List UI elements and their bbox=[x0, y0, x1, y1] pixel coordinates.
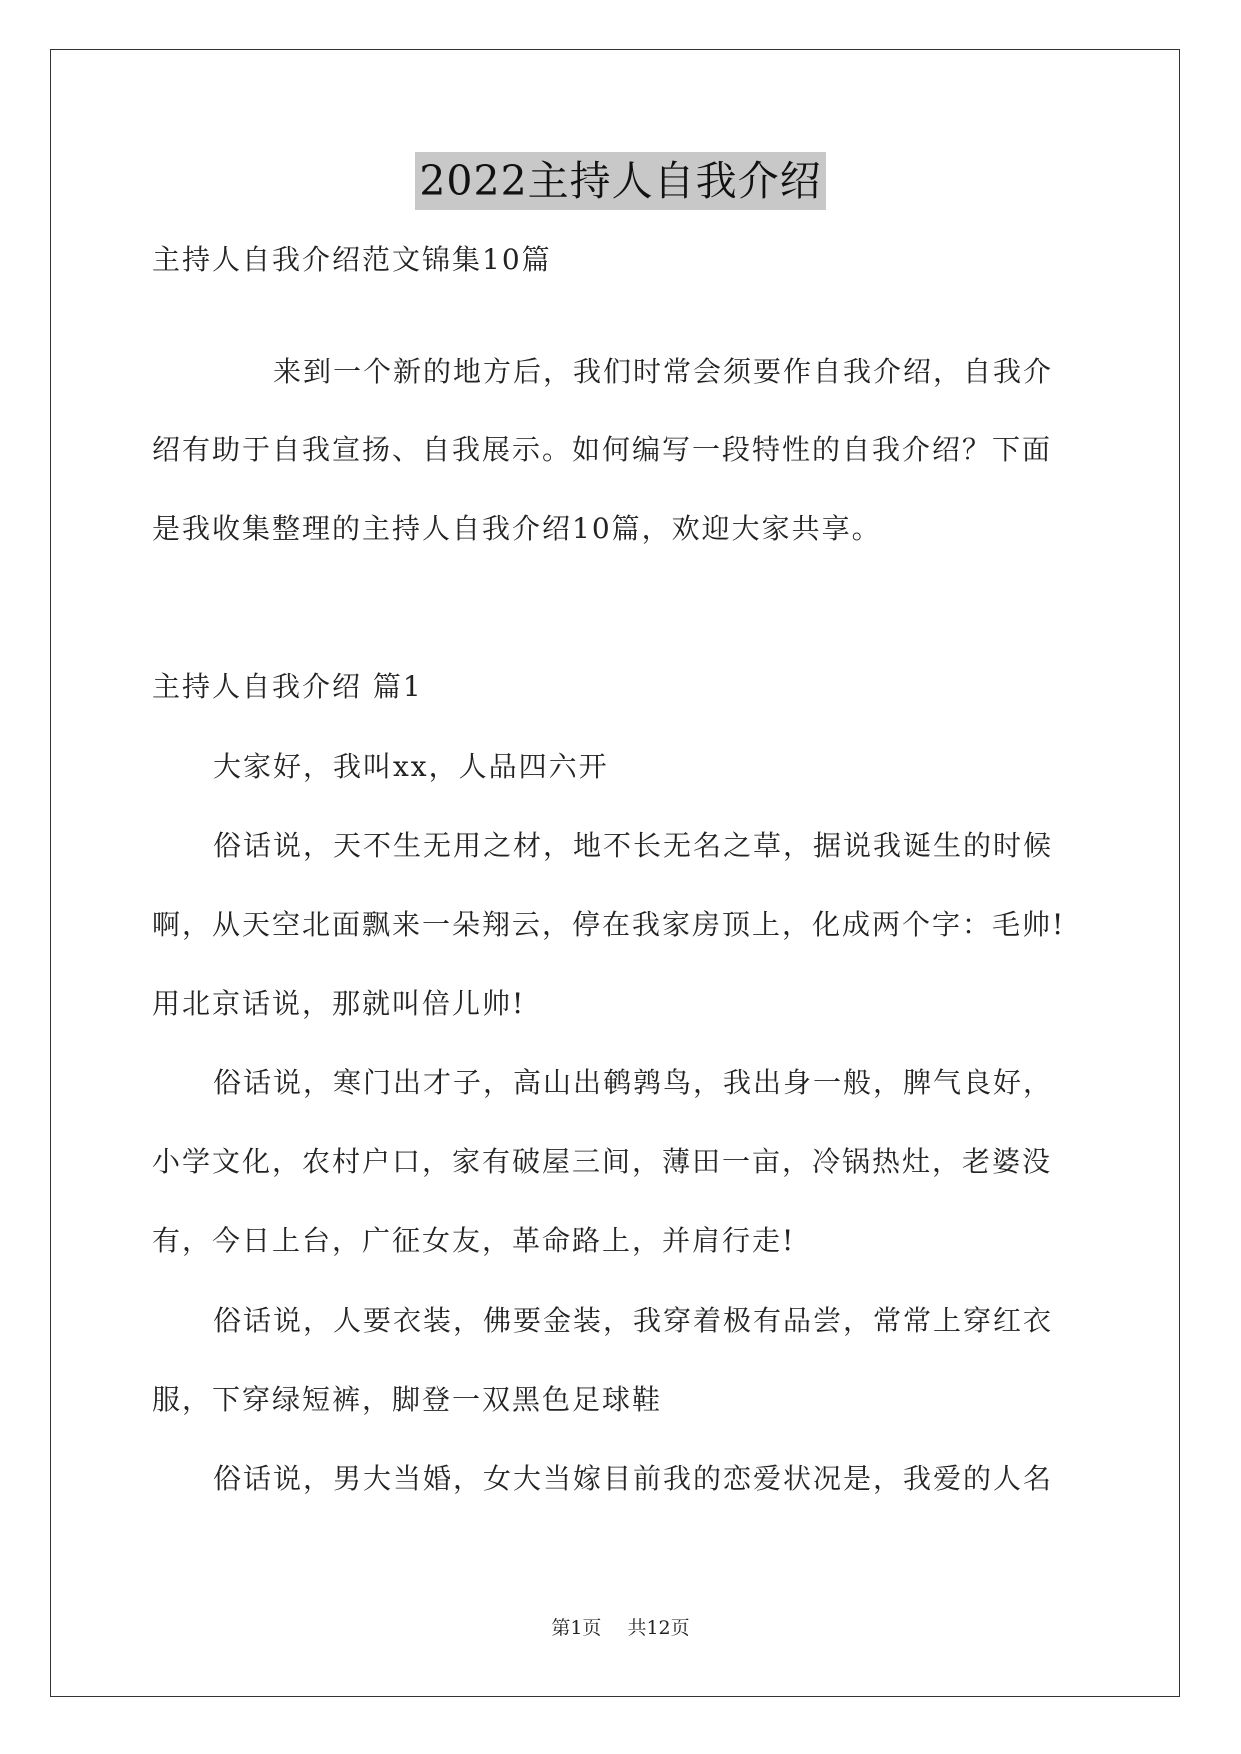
page-number-total: 共12页 bbox=[627, 1617, 690, 1639]
intro-line-2: 绍有助于自我宣扬、自我展示。如何编写一段特性的自我介绍？下面 bbox=[152, 433, 1053, 466]
title-container bbox=[0, 152, 1241, 210]
body-line-5: 俗话说，寒门出才子，高山出鹌鹑鸟，我出身一般，脾气良好， bbox=[213, 1066, 1054, 1099]
body-line-8: 俗话说，人要衣装，佛要金装，我穿着极有品尝，常常上穿红衣 bbox=[213, 1304, 1054, 1337]
page-footer bbox=[0, 1615, 1241, 1641]
page-number-current: 第1页 bbox=[551, 1617, 602, 1639]
intro-line-3: 是我收集整理的主持人自我介绍10篇，欢迎大家共享。 bbox=[152, 512, 882, 545]
body-line-6: 小学文化，农村户口，家有破屋三间，薄田一亩，冷锅热灶，老婆没 bbox=[152, 1145, 1053, 1178]
document-subtitle: 主持人自我介绍范文锦集10篇 bbox=[152, 243, 552, 276]
body-line-7: 有，今日上台，广征女友，革命路上，并肩行走! bbox=[152, 1224, 796, 1257]
body-line-3: 啊，从天空北面飘来一朵翔云，停在我家房顶上，化成两个字：毛帅! bbox=[152, 908, 1066, 941]
page-border bbox=[50, 49, 1180, 1697]
body-line-4: 用北京话说，那就叫倍儿帅! bbox=[152, 987, 526, 1020]
body-line-10: 俗话说，男大当婚，女大当嫁目前我的恋爱状况是，我爱的人名 bbox=[213, 1462, 1054, 1495]
body-line-9: 服，下穿绿短裤，脚登一双黑色足球鞋 bbox=[152, 1383, 663, 1416]
intro-line-1: 来到一个新的地方后，我们时常会须要作自我介绍，自我介 bbox=[273, 355, 1054, 388]
section-heading: 主持人自我介绍 篇1 bbox=[152, 670, 423, 703]
body-line-2: 俗话说，天不生无用之材，地不长无名之草，据说我诞生的时候 bbox=[213, 829, 1054, 862]
document-title: 2022主持人自我介绍 bbox=[415, 152, 825, 210]
body-line-1: 大家好，我叫xx，人品四六开 bbox=[213, 750, 609, 783]
